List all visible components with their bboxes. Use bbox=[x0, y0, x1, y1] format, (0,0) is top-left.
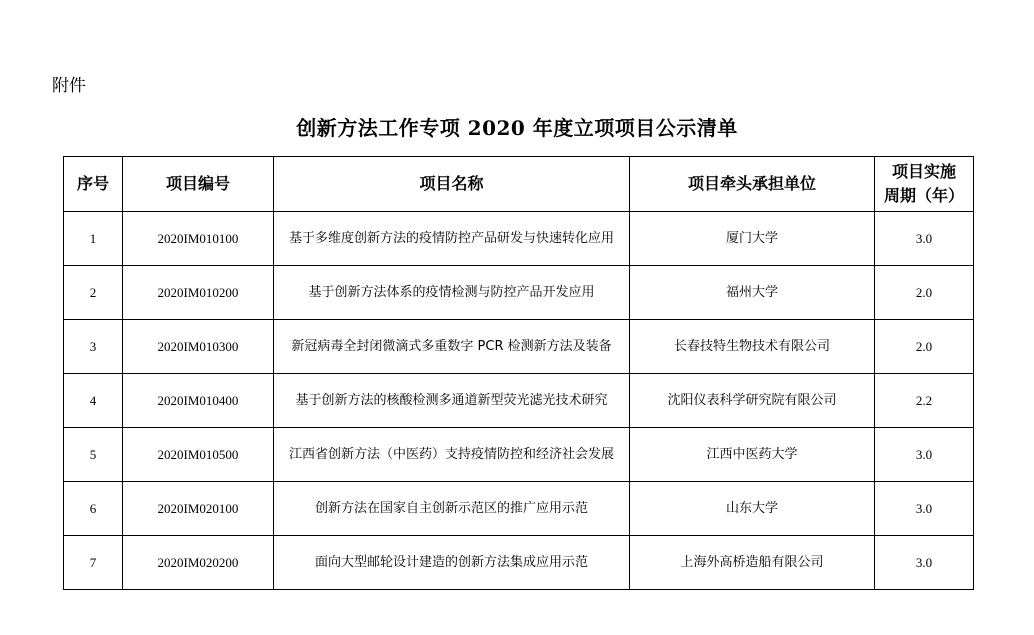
row-code: 2020IM010200 bbox=[123, 266, 274, 320]
header-period-line1: 项目实施 bbox=[891, 162, 956, 181]
row-name: 基于创新方法体系的疫情检测与防控产品开发应用 bbox=[274, 266, 630, 320]
row-name: 江西省创新方法（中医药）支持疫情防控和经济社会发展 bbox=[274, 428, 630, 482]
attachment-label: 附件 bbox=[52, 76, 86, 96]
table-row bbox=[64, 212, 974, 266]
row-org: 长春技特生物技术有限公司 bbox=[630, 320, 875, 374]
row-code: 2020IM010300 bbox=[123, 320, 274, 374]
table-row bbox=[64, 428, 974, 482]
row-org: 江西中医药大学 bbox=[630, 428, 875, 482]
row-name: 基于创新方法的核酸检测多通道新型荧光滤光技术研究 bbox=[274, 374, 630, 428]
row-org: 山东大学 bbox=[630, 482, 875, 536]
header-period-line2: 周期（年） bbox=[883, 186, 964, 205]
table-row bbox=[64, 320, 974, 374]
header-name: 项目名称 bbox=[274, 157, 630, 212]
table-row bbox=[64, 266, 974, 320]
row-period: 3.0 bbox=[875, 428, 974, 482]
row-index: 1 bbox=[64, 212, 123, 266]
page-title: 创新方法工作专项 2020 年度立项项目公示清单 bbox=[296, 116, 738, 140]
row-code: 2020IM020200 bbox=[123, 536, 274, 590]
table-row bbox=[64, 536, 974, 590]
row-period: 2.0 bbox=[875, 266, 974, 320]
header-index: 序号 bbox=[64, 157, 123, 212]
row-period: 2.2 bbox=[875, 374, 974, 428]
table-row bbox=[64, 374, 974, 428]
row-index: 5 bbox=[64, 428, 123, 482]
row-org: 上海外高桥造船有限公司 bbox=[630, 536, 875, 590]
row-name: 面向大型邮轮设计建造的创新方法集成应用示范 bbox=[274, 536, 630, 590]
row-org: 福州大学 bbox=[630, 266, 875, 320]
row-code: 2020IM020100 bbox=[123, 482, 274, 536]
row-org: 厦门大学 bbox=[630, 212, 875, 266]
table-header-row bbox=[64, 157, 974, 212]
project-table bbox=[63, 156, 974, 590]
row-name: 基于多维度创新方法的疫情防控产品研发与快速转化应用 bbox=[274, 212, 630, 266]
row-period: 3.0 bbox=[875, 536, 974, 590]
header-period bbox=[875, 157, 974, 212]
row-code: 2020IM010500 bbox=[123, 428, 274, 482]
row-period: 3.0 bbox=[875, 482, 974, 536]
row-period: 3.0 bbox=[875, 212, 974, 266]
row-index: 7 bbox=[64, 536, 123, 590]
row-org: 沈阳仪表科学研究院有限公司 bbox=[630, 374, 875, 428]
row-index: 4 bbox=[64, 374, 123, 428]
table-row bbox=[64, 482, 974, 536]
row-name: 新冠病毒全封闭微滴式多重数字 PCR 检测新方法及装备 bbox=[274, 320, 630, 374]
row-index: 2 bbox=[64, 266, 123, 320]
header-org: 项目牵头承担单位 bbox=[630, 157, 875, 212]
row-code: 2020IM010100 bbox=[123, 212, 274, 266]
row-code: 2020IM010400 bbox=[123, 374, 274, 428]
row-index: 3 bbox=[64, 320, 123, 374]
row-period: 2.0 bbox=[875, 320, 974, 374]
row-index: 6 bbox=[64, 482, 123, 536]
header-code: 项目编号 bbox=[123, 157, 274, 212]
row-name: 创新方法在国家自主创新示范区的推广应用示范 bbox=[274, 482, 630, 536]
